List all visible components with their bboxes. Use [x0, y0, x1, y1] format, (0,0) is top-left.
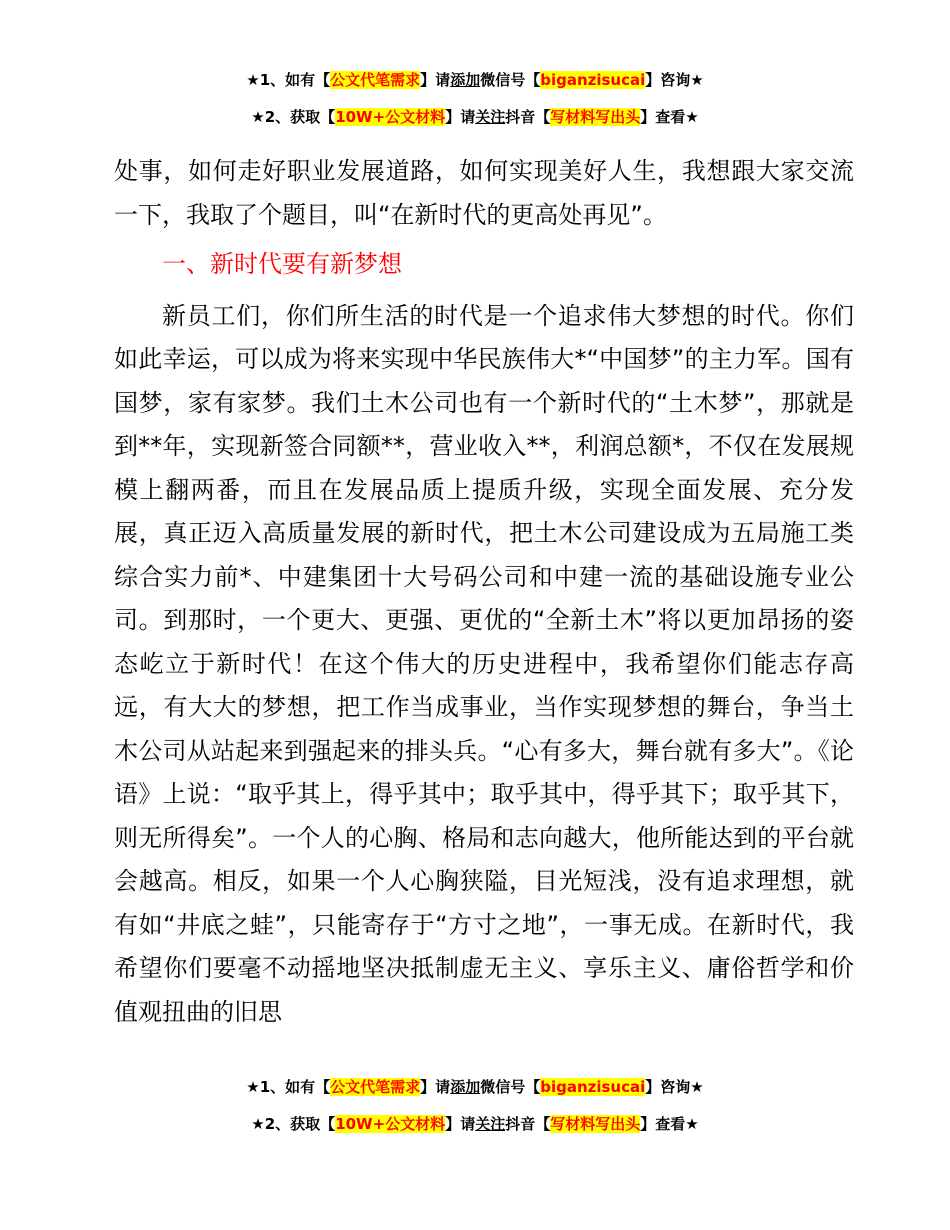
footer-line2-highlight-materials: 10W+公文材料: [335, 1115, 446, 1133]
header-line2-prefix: ★2、获取【: [251, 108, 336, 126]
header-line2-douyin-account: 写材料写出头: [550, 108, 641, 126]
footer-line1-mid: 】请: [420, 1078, 451, 1096]
footer-line2-suffix: 】查看★: [640, 1115, 699, 1133]
header-ad-line-2: [0, 107, 950, 127]
header-line2-underlined: 关注: [475, 108, 506, 126]
footer-line2-underlined: 关注: [475, 1115, 506, 1133]
footer-line2-prefix: ★2、获取【: [251, 1115, 336, 1133]
footer-line1-prefix: ★1、如有【: [246, 1078, 331, 1096]
footer-line2-douyin-account: 写材料写出头: [550, 1115, 641, 1133]
footer-ad-line-2: [0, 1114, 950, 1134]
header-line1-underlined: 添加: [450, 71, 481, 89]
footer-ad-line-1: [0, 1077, 950, 1097]
document-body: [114, 150, 854, 1034]
paragraph-intro: 处事，如何走好职业发展道路，如何实现美好人生，我想跟大家交流一下，我取了个题目，叫“在新时代的更高处再见”。: [114, 157, 854, 229]
footer-line1-wechat-id: biganzisucai: [540, 1078, 646, 1096]
header-line1-suffix: 】咨询★: [645, 71, 704, 89]
footer-line1-suffix: 】咨询★: [645, 1078, 704, 1096]
footer-line2-mid2: 抖音【: [505, 1115, 551, 1133]
header-line1-highlight-service: 公文代笔需求: [330, 71, 421, 89]
footer-line1-underlined: 添加: [450, 1078, 481, 1096]
header-ad-line-1: [0, 70, 950, 90]
footer-line1-mid2: 微信号【: [480, 1078, 541, 1096]
header-line2-suffix: 】查看★: [640, 108, 699, 126]
header-line2-highlight-materials: 10W+公文材料: [335, 108, 446, 126]
header-line1-mid2: 微信号【: [480, 71, 541, 89]
footer-line1-highlight-service: 公文代笔需求: [330, 1078, 421, 1096]
header-line1-mid: 】请: [420, 71, 451, 89]
paragraph-main: 新员工们，你们所生活的时代是一个追求伟大梦想的时代。你们如此幸运，可以成为将来实现中华民族伟大*“中国梦”的主力军。国有国梦，家有家梦。我们土木公司也有一个新时代的“土木梦”，那就是到**年，实现新签合同额**，营业收入**，利润总额*，不仅在发展规模上翻两番，而且在发展品质上提质升级，实现全面发展、充分发展，真正迈入高质量发展的新时代，把土木公司建设成为五局施工类综合实力前*、中建集团十大号码公司和中建一流的基础设施专业公司。到那时，一个更大、更强、更优的“全新土木”将以更加昂扬的姿态屹立于新时代！在这个伟大的历史进程中，我希望你们能志存高远，有大大的梦想，把工作当成事业，当作实现梦想的舞台，争当土木公司从站起来到强起来的排头兵。“心有多大，舞台就有多大”。《论语》上说：“取乎其上，得乎其中；取乎其中，得乎其下；取乎其下，则无所得矣”。一个人的心胸、格局和志向越大，他所能达到的平台就会越高。相反，如果一个人心胸狭隘，目光短浅，没有追求理想，就有如“井底之蛙”，只能寄存于“方寸之地”，一事无成。在新时代，我希望你们要毫不动摇地坚决抵制虚无主义、享乐主义、庸俗哲学和价值观扭曲的旧思: [114, 301, 854, 1026]
header-line1-prefix: ★1、如有【: [246, 71, 331, 89]
section-heading: 一、新时代要有新梦想: [162, 250, 402, 278]
header-line2-mid: 】请: [445, 108, 476, 126]
header-line1-wechat-id: biganzisucai: [540, 71, 646, 89]
footer-line2-mid: 】请: [445, 1115, 476, 1133]
header-line2-mid2: 抖音【: [505, 108, 551, 126]
